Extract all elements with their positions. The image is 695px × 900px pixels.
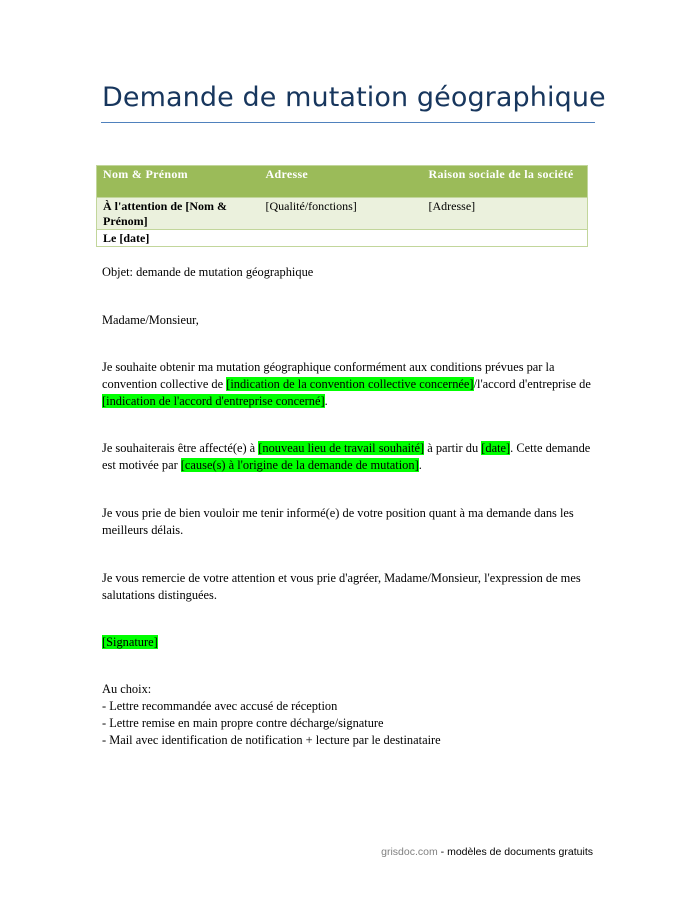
document-title: Demande de mutation géographique	[102, 82, 606, 113]
salutation: Madame/Monsieur,	[102, 313, 199, 327]
date-cell: Le [date]	[97, 230, 260, 247]
recipient-cell: À l'attention de [Nom & Prénom]	[97, 198, 260, 230]
paragraph-text: /l'accord d'entreprise de	[473, 377, 591, 391]
paragraph-text: .	[418, 458, 422, 472]
paragraph-text: . Cette demande est motivée par	[102, 441, 591, 472]
paragraph-assignment	[102, 440, 602, 474]
list-item: - Mail avec identification de notification + lecture par le destinataire	[102, 733, 441, 747]
title-divider	[101, 122, 595, 123]
choices-block	[102, 681, 602, 749]
list-item: - Lettre remise en main propre contre décharge/signature	[102, 716, 384, 730]
footer-site-link[interactable]: grisdoc.com	[381, 846, 438, 858]
placeholder-highlight: [date]	[481, 441, 511, 455]
placeholder-highlight: [indication de l'accord d'entreprise concerné]	[102, 394, 325, 408]
empty-cell	[260, 230, 423, 247]
address-table	[96, 165, 588, 247]
header-company: Raison sociale de la société	[423, 166, 588, 198]
header-address: Adresse	[260, 166, 423, 198]
table-header-row	[97, 166, 588, 198]
signature-line	[102, 634, 602, 651]
header-name: Nom & Prénom	[97, 166, 260, 198]
paragraph-text: Je souhaiterais être affecté(e) à	[102, 441, 259, 455]
address-cell: [Adresse]	[423, 198, 588, 230]
table-row	[97, 230, 588, 247]
footer-tagline: - modèles de documents gratuits	[437, 846, 593, 858]
placeholder-highlight: [cause(s) à l'origine de la demande de mutation]	[180, 458, 419, 472]
object-line: Objet: demande de mutation géographique	[102, 265, 314, 279]
signature-placeholder: [Signature]	[102, 635, 158, 649]
role-cell: [Qualité/fonctions]	[260, 198, 423, 230]
paragraph-closing: Je vous remercie de votre attention et vous prie d'agréer, Madame/Monsieur, l'expression de mes salutations distinguées.	[102, 571, 581, 602]
list-item: - Lettre recommandée avec accusé de réception	[102, 699, 338, 713]
paragraph-request: Je vous prie de bien vouloir me tenir informé(e) de votre position quant à ma demande dans les meilleurs délais.	[102, 506, 574, 537]
paragraph-text: Je souhaite obtenir ma mutation géographique conformément aux conditions prévues par la convention collective de	[102, 360, 555, 391]
placeholder-highlight: [indication de la convention collective concernée]	[226, 377, 474, 391]
table-row	[97, 198, 588, 230]
empty-cell	[423, 230, 588, 247]
paragraph-text: .	[324, 394, 328, 408]
paragraph-text: à partir du	[424, 441, 482, 455]
placeholder-highlight: [nouveau lieu de travail souhaité]	[258, 441, 425, 455]
paragraph-convention	[102, 359, 602, 410]
choices-label: Au choix:	[102, 682, 152, 696]
footer	[381, 846, 593, 858]
